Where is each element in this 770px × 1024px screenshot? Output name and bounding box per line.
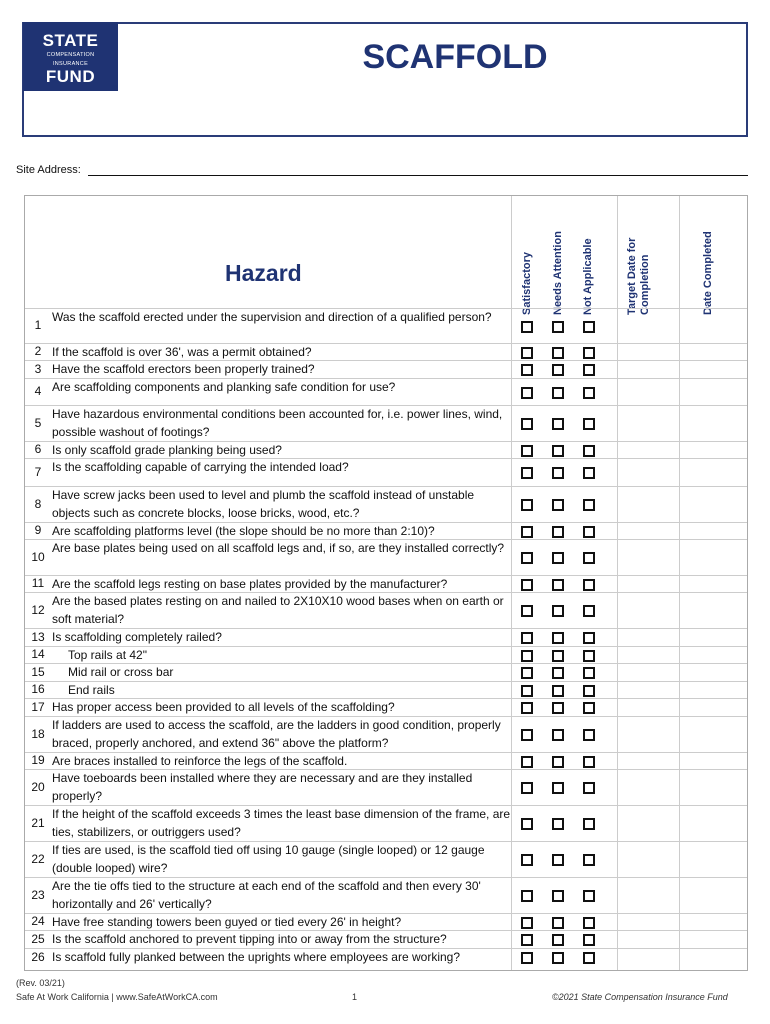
hazard-title: Hazard [225, 260, 302, 286]
table-row [25, 360, 747, 378]
table-row [25, 752, 747, 769]
checkbox-satisfactory[interactable] [521, 364, 533, 376]
checkbox-not-applicable[interactable] [583, 685, 595, 697]
hazard-question: Have the scaffold erectors been properly trained? [52, 362, 315, 376]
hazard-question: Are braces installed to reinforce the legs of the scaffold. [52, 754, 348, 768]
table-row [25, 698, 747, 716]
hazard-question: Are scaffolding platforms level (the slope should be no more than 2:10)? [52, 524, 435, 538]
checkbox-satisfactory[interactable] [521, 632, 533, 644]
checkbox-satisfactory[interactable] [521, 729, 533, 741]
checkbox-not-applicable[interactable] [583, 418, 595, 430]
checkbox-needs-attention[interactable] [552, 934, 564, 946]
checkbox-satisfactory[interactable] [521, 321, 533, 333]
checkbox-needs-attention[interactable] [552, 952, 564, 964]
col-date-completed: Date Completed [702, 231, 714, 315]
hazard-question: Are scaffolding components and planking safe condition for use? [52, 380, 396, 394]
row-number: 21 [31, 815, 45, 830]
checkbox-not-applicable[interactable] [583, 650, 595, 662]
checkbox-not-applicable[interactable] [583, 321, 595, 333]
row-number: 19 [31, 753, 45, 767]
checkbox-not-applicable[interactable] [583, 917, 595, 929]
checkbox-not-applicable[interactable] [583, 854, 595, 866]
checkbox-needs-attention[interactable] [552, 667, 564, 679]
footer-website: Safe At Work California | www.SafeAtWorkCA.com [16, 992, 218, 1002]
row-number: 8 [34, 496, 42, 511]
checkbox-needs-attention[interactable] [552, 917, 564, 929]
checkbox-not-applicable[interactable] [583, 890, 595, 902]
row-number: 10 [31, 549, 45, 564]
table-row [25, 592, 747, 628]
col-target-date-line1: Target Date for [626, 237, 638, 315]
table-row [25, 913, 747, 930]
checkbox-needs-attention[interactable] [552, 347, 564, 359]
row-number: 12 [31, 602, 45, 617]
hazard-question: Is only scaffold grade planking being used? [52, 443, 282, 457]
table-row [25, 539, 747, 575]
checkbox-satisfactory[interactable] [521, 387, 533, 399]
checkbox-needs-attention[interactable] [552, 782, 564, 794]
checkbox-satisfactory[interactable] [521, 818, 533, 830]
checkbox-needs-attention[interactable] [552, 702, 564, 714]
hazard-question: Are the scaffold legs resting on base plates provided by the manufacturer? [52, 577, 448, 591]
checkbox-needs-attention[interactable] [552, 387, 564, 399]
site-address-field[interactable] [88, 175, 748, 176]
logo-fund: FUND [45, 67, 96, 86]
row-number: 23 [31, 887, 45, 902]
checkbox-needs-attention[interactable] [552, 854, 564, 866]
checkbox-satisfactory[interactable] [521, 499, 533, 511]
checkbox-not-applicable[interactable] [583, 952, 595, 964]
checkbox-satisfactory[interactable] [521, 782, 533, 794]
checkbox-satisfactory[interactable] [521, 685, 533, 697]
checkbox-satisfactory[interactable] [521, 526, 533, 538]
checkbox-not-applicable[interactable] [583, 667, 595, 679]
checkbox-not-applicable[interactable] [583, 387, 595, 399]
checkbox-needs-attention[interactable] [552, 890, 564, 902]
row-number: 22 [31, 851, 45, 866]
checkbox-needs-attention[interactable] [552, 650, 564, 662]
checkbox-needs-attention[interactable] [552, 418, 564, 430]
row-number: 15 [31, 664, 45, 679]
logo-state: STATE [42, 31, 99, 50]
checkbox-needs-attention[interactable] [552, 364, 564, 376]
row-number: 14 [31, 647, 45, 661]
table-row [25, 805, 747, 841]
table-row [25, 663, 747, 681]
col-target-date-line2: Completion [639, 254, 651, 315]
checkbox-needs-attention[interactable] [552, 552, 564, 564]
hazard-question: Have toeboards been installed where they are necessary and are they installed properly? [52, 771, 473, 803]
row-number: 9 [34, 523, 42, 537]
table-row [25, 405, 747, 441]
table-row [25, 522, 747, 539]
checkbox-satisfactory[interactable] [521, 917, 533, 929]
table-row [25, 486, 747, 522]
checkbox-satisfactory[interactable] [521, 934, 533, 946]
checkbox-satisfactory[interactable] [521, 467, 533, 479]
row-number: 24 [31, 914, 45, 928]
hazard-question: If the scaffold is over 36', was a permit obtained? [52, 345, 312, 359]
checkbox-needs-attention[interactable] [552, 605, 564, 617]
checkbox-satisfactory[interactable] [521, 667, 533, 679]
hazard-question: Have free standing towers been guyed or tied every 26' in height? [52, 915, 402, 929]
checkbox-satisfactory[interactable] [521, 890, 533, 902]
row-number: 17 [31, 699, 45, 714]
checkbox-not-applicable[interactable] [583, 364, 595, 376]
checkbox-satisfactory[interactable] [521, 756, 533, 768]
row-number: 18 [31, 726, 45, 741]
checkbox-needs-attention[interactable] [552, 756, 564, 768]
checkbox-not-applicable[interactable] [583, 782, 595, 794]
row-number: 5 [34, 415, 42, 430]
row-number: 3 [34, 361, 42, 376]
table-row [25, 441, 747, 458]
table-row [25, 948, 747, 966]
table-row [25, 575, 747, 592]
table-row [25, 681, 747, 698]
hazard-question: If the height of the scaffold exceeds 3 times the least base dimension of the frame, are ties, stabilizers, or outriggers used? [52, 807, 511, 839]
hazard-question: If ladders are used to access the scaffold, are the ladders in good condition, properly braced, properly anchored, and extend 36" above the platform? [52, 718, 501, 750]
table-row [25, 716, 747, 752]
table-row [25, 646, 747, 663]
table-row [25, 628, 747, 646]
row-number: 25 [31, 931, 45, 946]
checkbox-satisfactory[interactable] [521, 552, 533, 564]
checkbox-satisfactory[interactable] [521, 854, 533, 866]
row-number: 11 [31, 576, 45, 590]
hazard-question: Have hazardous environmental conditions been accounted for, i.e. power lines, wind, possible washout of footings? [52, 407, 503, 439]
checkbox-not-applicable[interactable] [583, 934, 595, 946]
checkbox-not-applicable[interactable] [583, 756, 595, 768]
checkbox-needs-attention[interactable] [552, 526, 564, 538]
logo-insurance: INSURANCE [52, 61, 89, 67]
checkbox-satisfactory[interactable] [521, 952, 533, 964]
hazard-question: Was the scaffold erected under the supervision and direction of a qualified person? [52, 310, 492, 324]
checkbox-needs-attention[interactable] [552, 445, 564, 457]
checkbox-not-applicable[interactable] [583, 467, 595, 479]
row-number: 2 [34, 344, 42, 358]
checkbox-satisfactory[interactable] [521, 418, 533, 430]
col-needs-attention: Needs Attention [552, 231, 564, 315]
state-fund-logo [23, 22, 118, 91]
hazard-question: Have screw jacks been used to level and plumb the scaffold instead of unstable objects such as concrete blocks, loose bricks, wood, etc.? [52, 488, 475, 520]
revision-date: (Rev. 03/21) [16, 978, 65, 988]
table-row [25, 343, 747, 360]
checkbox-needs-attention[interactable] [552, 818, 564, 830]
footer-copyright: ©2021 State Compensation Insurance Fund [552, 992, 728, 1002]
row-number: 16 [31, 682, 45, 696]
col-satisfactory: Satisfactory [521, 252, 533, 315]
checkbox-needs-attention[interactable] [552, 499, 564, 511]
hazard-question: Is scaffolding completely railed? [52, 630, 222, 644]
table-row [25, 930, 747, 948]
hazard-question: Mid rail or cross bar [68, 665, 174, 679]
checkbox-not-applicable[interactable] [583, 445, 595, 457]
checkbox-needs-attention[interactable] [552, 685, 564, 697]
checkbox-needs-attention[interactable] [552, 321, 564, 333]
hazard-question: Is scaffold fully planked between the uprights where employees are working? [52, 950, 461, 964]
checkbox-needs-attention[interactable] [552, 632, 564, 644]
row-number: 6 [34, 442, 42, 456]
checkbox-not-applicable[interactable] [583, 347, 595, 359]
checkbox-satisfactory[interactable] [521, 650, 533, 662]
row-number: 7 [34, 464, 42, 479]
page-number: 1 [352, 992, 358, 1002]
table-row [25, 378, 747, 405]
checkbox-not-applicable[interactable] [583, 526, 595, 538]
table-row [25, 841, 747, 877]
hazard-question: Has proper access been provided to all levels of the scaffolding? [52, 700, 395, 714]
checkbox-not-applicable[interactable] [583, 632, 595, 644]
hazard-question: Are base plates being used on all scaffold legs and, if so, are they installed correctly? [52, 541, 505, 555]
checkbox-needs-attention[interactable] [552, 729, 564, 741]
logo-compensation: COMPENSATION [46, 52, 95, 58]
hazard-question: Top rails at 42" [68, 648, 147, 662]
checkbox-satisfactory[interactable] [521, 445, 533, 457]
hazard-question: Is the scaffolding capable of carrying the intended load? [52, 460, 349, 474]
table-row [25, 308, 747, 343]
table-row [25, 877, 747, 913]
row-number: 26 [31, 949, 45, 964]
row-number: 1 [34, 318, 42, 332]
row-number: 4 [34, 384, 42, 398]
table-row [25, 769, 747, 805]
hazard-question: If ties are used, is the scaffold tied off using 10 gauge (single looped) or 12 gauge (double looped) wire? [52, 843, 485, 875]
checkbox-not-applicable[interactable] [583, 499, 595, 511]
logo-registered-mark: ® [112, 86, 117, 92]
col-not-applicable: Not Applicable [582, 238, 594, 315]
row-number: 13 [31, 629, 45, 644]
page-title: SCAFFOLD [362, 38, 548, 76]
checkbox-not-applicable[interactable] [583, 605, 595, 617]
hazard-question: End rails [68, 683, 115, 697]
checkbox-needs-attention[interactable] [552, 467, 564, 479]
checkbox-needs-attention[interactable] [552, 579, 564, 591]
checkbox-not-applicable[interactable] [583, 702, 595, 714]
checkbox-not-applicable[interactable] [583, 818, 595, 830]
checkbox-satisfactory[interactable] [521, 605, 533, 617]
site-address-label: Site Address: [16, 164, 81, 176]
hazard-question: Are the based plates resting on and nailed to 2X10X10 wood bases when on earth or soft material? [52, 594, 504, 626]
checkbox-satisfactory[interactable] [521, 347, 533, 359]
checkbox-not-applicable[interactable] [583, 729, 595, 741]
hazard-question: Is the scaffold anchored to prevent tipping into or away from the structure? [52, 932, 447, 946]
checkbox-not-applicable[interactable] [583, 552, 595, 564]
checkbox-satisfactory[interactable] [521, 702, 533, 714]
checkbox-not-applicable[interactable] [583, 579, 595, 591]
hazard-question: Are the tie offs tied to the structure at each end of the scaffold and then every 30' horizontally and 26' vertically? [52, 879, 481, 911]
row-number: 20 [31, 779, 45, 794]
checklist-table [24, 195, 748, 971]
table-row [25, 458, 747, 486]
checkbox-satisfactory[interactable] [521, 579, 533, 591]
